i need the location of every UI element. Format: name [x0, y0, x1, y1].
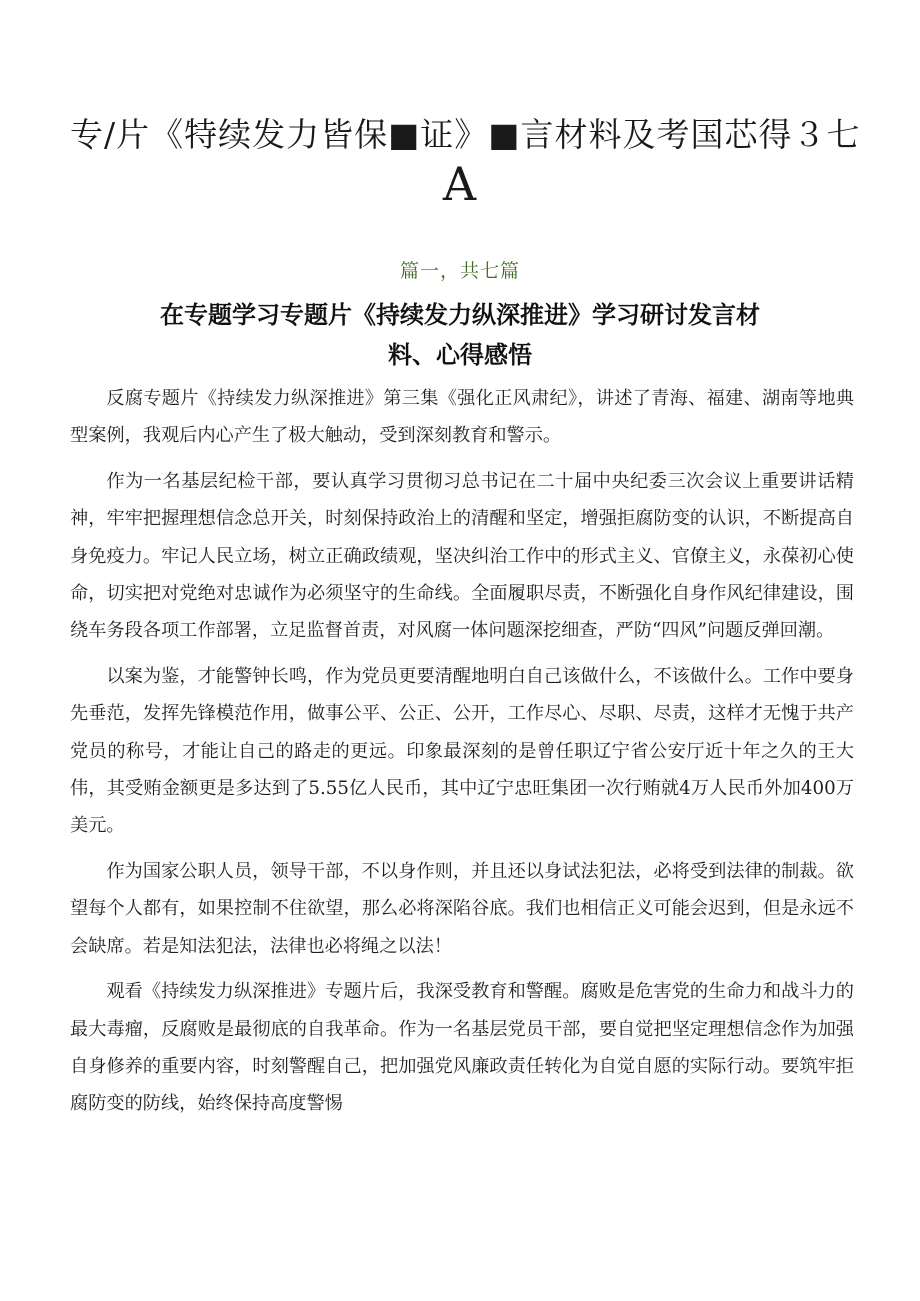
- paragraph: 作为一名基层纪检干部，要认真学习贯彻习总书记在二十届中央纪委三次会议上重要讲话精神，牢牢把握理想信念总开关，时刻保持政治上的清醒和坚定，增强拒腐防变的认识，不断提高自身免疫力。牢记人民立场，树立正确政绩观，坚决纠治工作中的形式主义、官僚主义，永葆初心使命，切实把对党绝对忠诚作为必须坚守的生命线。全面履职尽责，不断强化自身作风纪律建设，围绕车务段各项工作部署，立足监督首责，对风腐一体问题深挖细查，严防“四风”问题反弹回潮。: [70, 470, 854, 642]
- paragraph: 反腐专题片《持续发力纵深推进》第三集《强化正风肃纪》，讲述了青海、福建、湖南等地典型案例，我观后内心产生了极大触动，受到深刻教育和警示。: [70, 388, 854, 447]
- document-title-line-1: 专/片《特续发力皆保■证》■言材料及考国芯得３七: [70, 115, 861, 154]
- section-label: 篇一，共七篇: [399, 260, 520, 282]
- article-title-line-2: 料、心得感悟: [388, 341, 532, 369]
- document-title-line-2: A: [442, 157, 478, 211]
- article-title-line-1: 在专题学习专题片《持续发力纵深推进》学习研讨发言材: [160, 301, 760, 329]
- article-body: [70, 380, 854, 1131]
- paragraph: 作为国家公职人员，领导干部，不以身作则，并且还以身试法犯法，必将受到法律的制裁。欲望每个人都有，如果控制不住欲望，那么必将深陷谷底。我们也相信正义可能会迟到，但是永远不会缺席。若是知法犯法，法律也必将绳之以法！: [70, 860, 854, 957]
- paragraph: 观看《持续发力纵深推进》专题片后，我深受教育和警醒。腐败是危害党的生命力和战斗力的最大毒瘤，反腐败是最彻底的自我革命。作为一名基层党员干部，要自觉把坚定理想信念作为加强自身修养的重要内容，时刻警醒自己，把加强党风廉政责任转化为自觉自愿的实际行动。要筑牢拒腐防变的防线，始终保持高度警惕: [70, 981, 854, 1115]
- paragraph: 以案为鉴，才能警钟长鸣，作为党员更要清醒地明白自己该做什么，不该做什么。工作中要身先垂范，发挥先锋模范作用，做事公平、公正、公开，工作尽心、尽职、尽责，这样才无愧于共产党员的称号，才能让自己的路走的更远。印象最深刻的是曾任职辽宁省公安厅近十年之久的王大伟，其受贿金额更是多达到了5.55亿人民币，其中辽宁忠旺集团一次行贿就4万人民币外加400万美元。: [70, 665, 854, 837]
